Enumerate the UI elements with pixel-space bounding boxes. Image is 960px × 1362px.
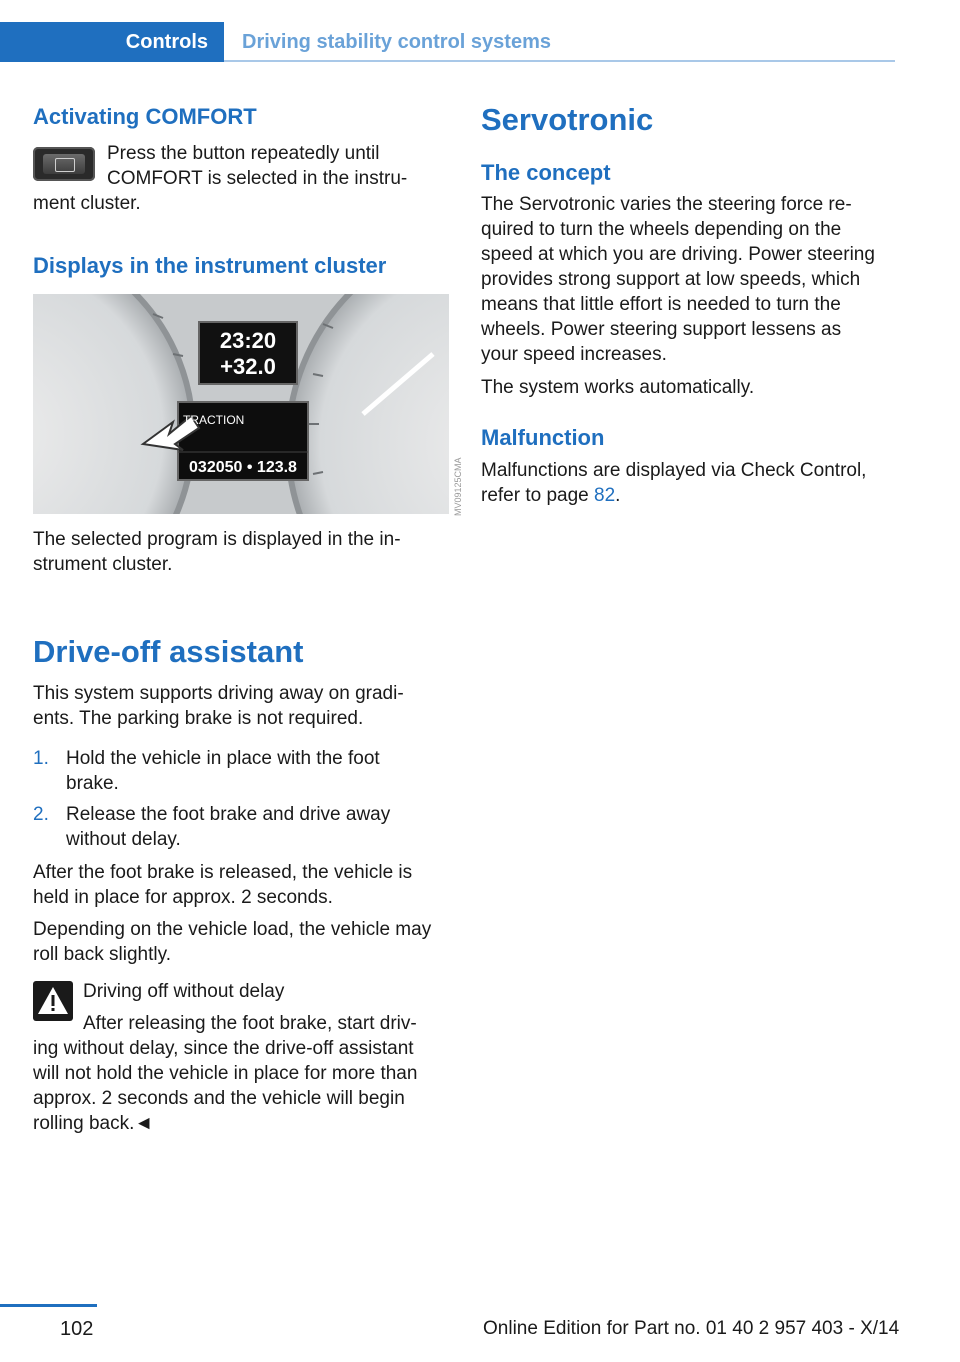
warning-line5: rolling back.◄ [33,1113,154,1134]
concept-line: wheels. Power steering support lessens as [481,319,842,340]
comfort-heading: Activating COMFORT [33,104,257,129]
page-header [0,22,895,62]
cluster-mode: TRACTION [183,413,245,427]
step-text: Release the foot brake and drive away [66,804,391,825]
step-text: without delay. [66,829,181,850]
cluster-odometer: 032050 • 123.8 [189,459,297,476]
cluster-temp: +32.0 [220,354,276,379]
warning-line1: After releasing the foot brake, start driv‐ [83,1013,417,1034]
cluster-time: 23:20 [219,328,277,353]
driveoff-heading: Drive-off assistant [33,634,304,669]
load-line2: roll back slightly. [33,944,171,965]
instrument-cluster-image [33,294,449,514]
chapter-title[interactable]: Driving stability control systems [242,30,551,53]
concept-line: your speed increases. [481,344,667,365]
page-link[interactable]: 82 [594,485,616,506]
comfort-line3: ment cluster. [33,193,141,214]
displays-heading: Displays in the instrument cluster [33,253,387,278]
dsc-button-icon [33,147,95,181]
comfort-line2: COMFORT is selected in the instru‐ [107,168,408,189]
step-number: 2. [33,804,49,825]
malfunction-suffix: . [615,485,621,506]
concept-line: means that little effort is needed to turn the [481,294,841,315]
intro-line1: This system supports driving away on gradi‐ [33,683,404,704]
svg-text:MV09125CMA: MV09125CMA [453,457,463,516]
concept-line: The Servotronic varies the steering force re‐ [481,194,852,215]
malfunction-line1: Malfunctions are displayed via Check Control, [481,460,867,481]
image-code-label [451,444,465,516]
after-line1: After the foot brake is released, the vehicle is [33,862,413,883]
page-number: 102 [60,1318,94,1340]
comfort-line1: Press the button repeatedly until [107,143,380,164]
header-rule [224,60,895,62]
malfunction-heading: Malfunction [481,425,605,450]
step-number: 1. [33,748,49,769]
footer-rule [0,1304,97,1307]
warning-line4: approx. 2 seconds and the vehicle will begin [33,1088,405,1109]
concept-line: quired to turn the wheels depending on the [481,219,842,240]
intro-line2: ents. The parking brake is not required. [33,708,364,729]
auto-line: The system works automatically. [481,377,755,398]
caption-line1: The selected program is displayed in the in‐ [33,529,401,550]
concept-heading: The concept [481,160,611,185]
servotronic-heading: Servotronic [481,102,654,137]
malfunction-prefix: refer to page [481,485,595,506]
step-text: Hold the vehicle in place with the foot [66,748,380,769]
warning-icon [33,981,73,1021]
caption-line2: strument cluster. [33,554,173,575]
edition-text: Online Edition for Part no. 01 40 2 957 403 - X/14 [483,1318,900,1339]
step-text: brake. [66,773,119,794]
after-line2: held in place for approx. 2 seconds. [33,887,333,908]
concept-line: speed at which you are driving. Power steering [481,244,875,265]
malfunction-line2 [481,483,620,508]
warning-title: Driving off without delay [83,981,285,1002]
section-tab[interactable]: Controls [0,22,224,62]
load-line1: Depending on the vehicle load, the vehicle may [33,919,432,940]
concept-line: provides strong support at low speeds, which [481,269,861,290]
warning-line2: ing without delay, since the drive-off assistant [33,1038,414,1059]
warning-line3: will not hold the vehicle in place for more than [33,1063,418,1084]
